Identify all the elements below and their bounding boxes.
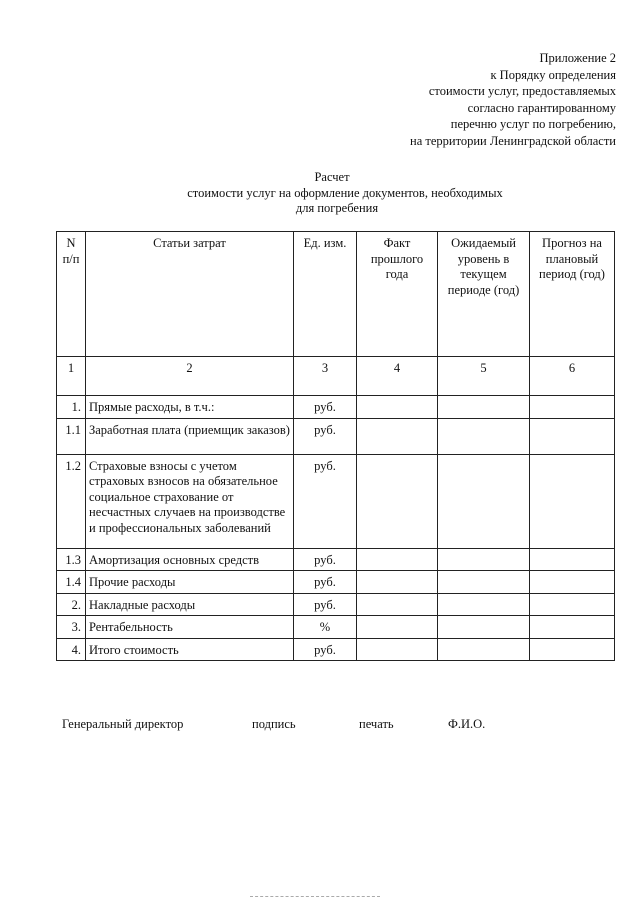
cell-forecast[interactable] bbox=[530, 616, 615, 639]
header-forecast: Прогноз на плановый период (год) bbox=[530, 232, 615, 357]
header-fact: Факт прошлого года bbox=[357, 232, 438, 357]
signature-name: Ф.И.О. bbox=[448, 717, 486, 731]
table-row bbox=[57, 548, 615, 571]
column-number: 1 bbox=[57, 357, 86, 396]
header-num: N п/п bbox=[57, 232, 86, 357]
row-item: Страховые взносы с учетом страховых взносов на обязательное социальное страхование от несчастных случаев на производстве и профессиональных заболеваний bbox=[86, 454, 294, 548]
row-unit: руб. bbox=[294, 571, 357, 594]
column-number: 2 bbox=[86, 357, 294, 396]
cell-expected[interactable] bbox=[438, 593, 530, 616]
appendix-line: согласно гарантированному bbox=[467, 100, 616, 115]
appendix-line: Приложение 2 bbox=[539, 51, 616, 65]
cell-fact[interactable] bbox=[357, 616, 438, 639]
row-unit: руб. bbox=[294, 638, 357, 661]
signature-director: Генеральный директор bbox=[62, 717, 184, 731]
row-num: 1.1 bbox=[57, 418, 86, 454]
signature-sign: подпись bbox=[252, 717, 296, 731]
row-unit: % bbox=[294, 616, 357, 639]
table-row bbox=[57, 418, 615, 454]
cell-expected[interactable] bbox=[438, 616, 530, 639]
row-num: 3. bbox=[57, 616, 86, 639]
column-number: 3 bbox=[294, 357, 357, 396]
table-row bbox=[57, 593, 615, 616]
header-item: Статьи затрат bbox=[86, 232, 294, 357]
cell-forecast[interactable] bbox=[530, 454, 615, 548]
column-number: 4 bbox=[357, 357, 438, 396]
row-num: 1.4 bbox=[57, 571, 86, 594]
row-item: Накладные расходы bbox=[86, 593, 294, 616]
cell-forecast[interactable] bbox=[530, 548, 615, 571]
column-number: 5 bbox=[438, 357, 530, 396]
table-row bbox=[57, 616, 615, 639]
row-item: Амортизация основных средств bbox=[86, 548, 294, 571]
row-num: 1.2 bbox=[57, 454, 86, 548]
row-unit: руб. bbox=[294, 548, 357, 571]
row-item: Рентабельность bbox=[86, 616, 294, 639]
cell-expected[interactable] bbox=[438, 418, 530, 454]
row-num: 1. bbox=[57, 396, 86, 419]
table-row bbox=[57, 396, 615, 419]
row-item: Прямые расходы, в т.ч.: bbox=[86, 396, 294, 419]
cell-forecast[interactable] bbox=[530, 418, 615, 454]
row-num: 1.3 bbox=[57, 548, 86, 571]
appendix-line: стоимости услуг, предоставляемых bbox=[428, 84, 616, 99]
cell-expected[interactable] bbox=[438, 454, 530, 548]
appendix-block bbox=[410, 50, 616, 150]
title-line-2: стоимости услуг на оформление документов, необходимых bbox=[187, 185, 503, 200]
header-expected: Ожидаемый уровень в текущем периоде (год) bbox=[438, 232, 530, 357]
row-unit: руб. bbox=[294, 418, 357, 454]
title-line-3: для погребения bbox=[295, 201, 379, 215]
cell-expected[interactable] bbox=[438, 548, 530, 571]
row-unit: руб. bbox=[294, 593, 357, 616]
column-numbers-row bbox=[57, 357, 615, 396]
table-row bbox=[57, 454, 615, 548]
table-row bbox=[57, 571, 615, 594]
row-item: Итого стоимость bbox=[86, 638, 294, 661]
cell-forecast[interactable] bbox=[530, 571, 615, 594]
cell-fact[interactable] bbox=[357, 418, 438, 454]
cell-fact[interactable] bbox=[357, 396, 438, 419]
cell-expected[interactable] bbox=[438, 396, 530, 419]
footer-divider bbox=[250, 896, 380, 897]
cell-fact[interactable] bbox=[357, 571, 438, 594]
signature-stamp: печать bbox=[359, 717, 394, 731]
column-number: 6 bbox=[530, 357, 615, 396]
title-line-1: Расчет bbox=[314, 170, 350, 184]
cell-fact[interactable] bbox=[357, 593, 438, 616]
cell-expected[interactable] bbox=[438, 638, 530, 661]
cell-fact[interactable] bbox=[357, 638, 438, 661]
row-unit: руб. bbox=[294, 396, 357, 419]
cell-forecast[interactable] bbox=[530, 396, 615, 419]
document-title bbox=[0, 170, 640, 217]
cell-forecast[interactable] bbox=[530, 593, 615, 616]
cell-fact[interactable] bbox=[357, 454, 438, 548]
header-unit: Ед. изм. bbox=[294, 232, 357, 357]
appendix-line: перечню услуг по погребению, bbox=[450, 117, 616, 132]
cell-expected[interactable] bbox=[438, 571, 530, 594]
appendix-line: на территории Ленинградской области bbox=[410, 133, 616, 148]
row-item: Заработная плата (приемщик заказов) bbox=[86, 418, 294, 454]
cell-forecast[interactable] bbox=[530, 638, 615, 661]
row-item: Прочие расходы bbox=[86, 571, 294, 594]
cost-table bbox=[56, 231, 615, 661]
row-unit: руб. bbox=[294, 454, 357, 548]
row-num: 4. bbox=[57, 638, 86, 661]
row-num: 2. bbox=[57, 593, 86, 616]
table-row bbox=[57, 638, 615, 661]
cell-fact[interactable] bbox=[357, 548, 438, 571]
table-header-row bbox=[57, 232, 615, 357]
appendix-line: к Порядку определения bbox=[490, 67, 616, 82]
